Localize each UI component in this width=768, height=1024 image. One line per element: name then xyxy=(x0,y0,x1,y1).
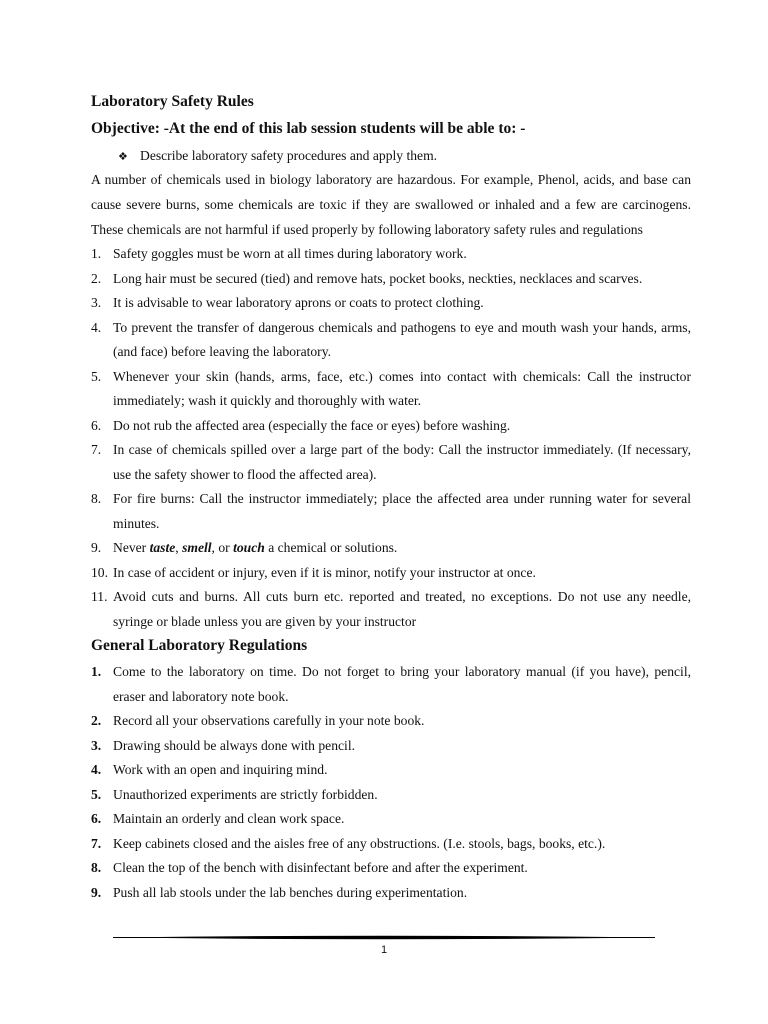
rule-item: 5. Whenever your skin (hands, arms, face, etc.) comes into contact with chemicals: Call the instructor immediately; wash it quickly and thoroughly with water. xyxy=(91,368,691,408)
regulation-item: 8. Clean the top of the bench with disinfectant before and after the experiment. xyxy=(91,860,528,875)
rule-item: 10. In case of accident or injury, even if it is minor, notify your instructor at once. xyxy=(91,564,536,580)
intro-paragraph: A number of chemicals used in biology laboratory are hazardous. For example, Phenol, acids, and base can cause severe burns, some chemicals are toxic if they are swallowed or inhaled and a few are carcinogens. These chemicals are not harmful if used properly by following laboratory safety rules and regulations xyxy=(91,172,691,237)
safety-rules-list xyxy=(91,242,691,634)
page-number: 1 xyxy=(380,944,388,956)
regulation-item: 6. Maintain an orderly and clean work space. xyxy=(91,811,345,826)
regulation-item: 3. Drawing should be always done with pencil. xyxy=(91,737,355,753)
regulation-item: 2. Record all your observations carefully in your note book. xyxy=(91,713,425,728)
rule-item: 9. Never taste, smell, or touch a chemical or solutions. xyxy=(91,540,398,555)
regulations-list xyxy=(91,660,691,905)
regulation-item: 1. Come to the laboratory on time. Do not forget to bring your laboratory manual (if you have), pencil, eraser and laboratory note book. xyxy=(91,664,691,704)
regulation-item: 4. Work with an open and inquiring mind. xyxy=(91,762,328,777)
page-title: Laboratory Safety Rules xyxy=(91,93,254,110)
regulations-heading: General Laboratory Regulations xyxy=(91,637,308,654)
rule-item: 1. Safety goggles must be worn at all times during laboratory work. xyxy=(91,246,467,261)
rule-item: 11. Avoid cuts and burns. All cuts burn etc. reported and treated, no exceptions. Do not use any needle, syringe or blade unless you are given by your instructor xyxy=(91,589,691,629)
rule-item: 3. It is advisable to wear laboratory aprons or coats to protect clothing. xyxy=(91,295,484,310)
objective-bullet xyxy=(118,146,437,167)
footer-divider xyxy=(113,934,655,941)
regulation-item: 7. Keep cabinets closed and the aisles free of any obstructions. (I.e. stools, bags, books, etc.). xyxy=(91,835,606,851)
rule-item: 2. Long hair must be secured (tied) and remove hats, pocket books, neckties, necklaces and scarves. xyxy=(91,270,643,286)
regulation-item: 5. Unauthorized experiments are strictly forbidden. xyxy=(91,786,378,802)
regulation-item: 9. Push all lab stools under the lab benches during experimentation. xyxy=(91,884,468,900)
diamond-bullet-icon: ❖ xyxy=(118,150,128,163)
rule-item: 8. For fire burns: Call the instructor immediately; place the affected area under running water for several minutes. xyxy=(91,491,691,531)
objective-bullet-text: Describe laboratory safety procedures and apply them. xyxy=(140,148,438,163)
objective-heading: Objective: -At the end of this lab session students will be able to: - xyxy=(91,120,526,137)
rule-item: 4. To prevent the transfer of dangerous chemicals and pathogens to eye and mouth wash your hands, arms, (and face) before leaving the laboratory. xyxy=(91,319,691,359)
rule-item: 6. Do not rub the affected area (especially the face or eyes) before washing. xyxy=(91,417,511,433)
rule-item: 7. In case of chemicals spilled over a large part of the body: Call the instructor immediately. (If necessary, use the safety shower to flood the affected area). xyxy=(91,442,691,482)
